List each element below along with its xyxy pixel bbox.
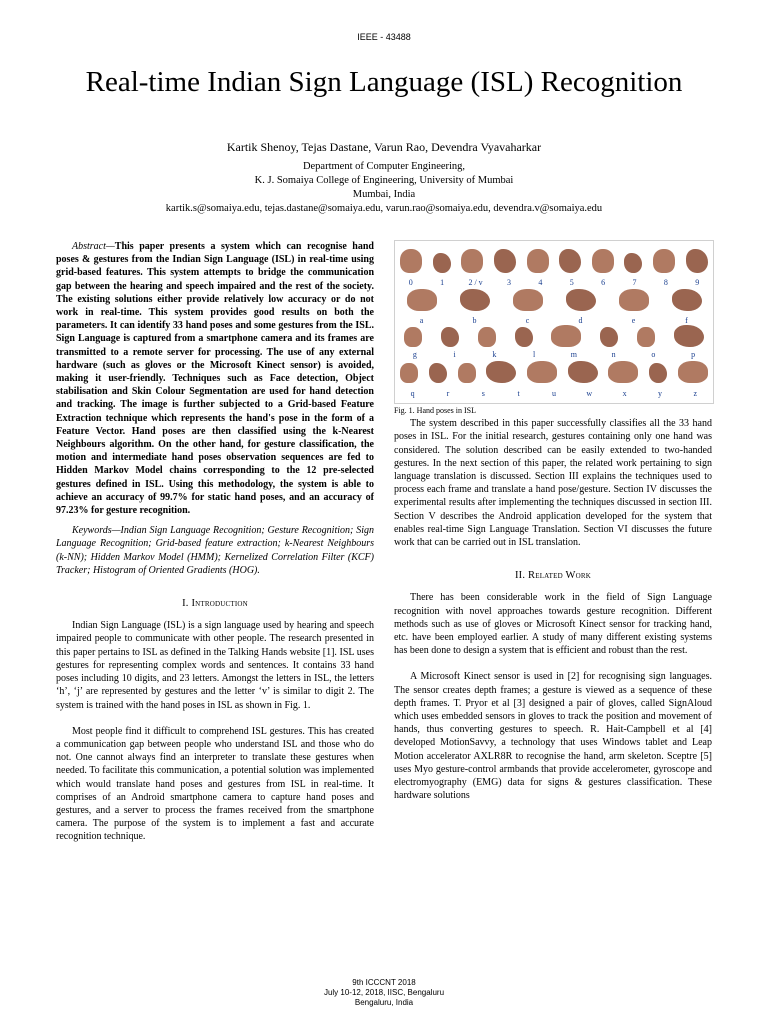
hand-pose-image: [672, 289, 702, 311]
hand-pose-image: [486, 361, 516, 383]
hand-poses-figure: [394, 240, 714, 404]
hand-label: u: [551, 389, 556, 398]
hand-pose-image: [407, 289, 437, 311]
abstract: [56, 240, 374, 517]
hand-pose-image: [619, 289, 649, 311]
related-paragraph-2: A Microsoft Kinect sensor is used in [2] for recognising sign languages. The sensor creates depth frames; a gesture is viewed as a sequence of these depth frames. T. Pryor et al [3] designed a pair of gloves, called SignAloud which uses embedded sensors in gloves to track the position and movement of hands, thus converting gestures to speech. R. Hait-Campbell et al [4] developed MotionSavvy, a technology that uses Windows tablet and Leap Motion accelerator AXLR8R to recognise the hand, arm skeleton. Sceptre [5] uses Myo gesture-control armbands that provide accelerometer, gyroscope and electromyography (EMG) data for signs & gestures classification. These hardware solutions: [394, 671, 712, 802]
hand-pose-image: [400, 249, 422, 273]
hand-pose-image: [674, 325, 704, 347]
hand-labels-letters-q-z: [395, 387, 713, 400]
hand-pose-image: [515, 327, 533, 347]
intro-paragraph-2: Most people find it difficult to comprehend ISL gestures. This has created a communication gap between people who understand ISL and those who do not. One cannot always find an interpreter to translate these gestures when needed. To facilitate this communication, a potential solution was implemented which would translate hand poses and gestures from ISL in real-time. It comprises of an Android smartphone camera to capture hand poses and gestures, and a server to process the frames received from the smartphone camera. The purpose of the system is to implement a fast and accurate recognition technique.: [56, 725, 374, 843]
left-column: [56, 240, 374, 844]
hand-label: s: [481, 389, 485, 398]
hand-pose-image: [566, 289, 596, 311]
hand-row-letters-q-z: [395, 361, 713, 383]
hand-label: k: [492, 350, 497, 359]
hand-label: 3: [507, 278, 512, 287]
footer-location: Bengaluru, India: [354, 998, 414, 1007]
hand-label: e: [631, 316, 636, 325]
hand-label: 2 / v: [468, 278, 483, 287]
hand-label: q: [410, 389, 415, 398]
footer-conference: 9th ICCCNT 2018: [352, 978, 416, 987]
hand-pose-image: [600, 327, 618, 347]
hand-labels-letters-g-p: [395, 348, 713, 361]
hand-pose-image: [551, 325, 581, 347]
hand-label: c: [525, 316, 530, 325]
hand-label: o: [651, 350, 656, 359]
hand-pose-image: [686, 249, 708, 273]
hand-label: 7: [632, 278, 637, 287]
hand-pose-image: [433, 253, 451, 273]
hand-label: b: [472, 316, 477, 325]
hand-pose-image: [649, 363, 667, 383]
hand-label: w: [586, 389, 593, 398]
hand-pose-image: [513, 289, 543, 311]
hand-label: t: [517, 389, 520, 398]
hand-label: 1: [440, 278, 445, 287]
hand-label: f: [685, 316, 688, 325]
hand-pose-image: [559, 249, 581, 273]
related-paragraph-1: There has been considerable work in the field of Sign Language recognition with novel approaches towards gesture recognition. Different methods such as use of gloves or Microsoft Kinect sensor for tracking hand, etc. have been employed earlier. A study of many different existing systems has been done to design a system that is efficient and robust than the rest.: [394, 592, 712, 657]
hand-pose-image: [494, 249, 516, 273]
hand-pose-image: [592, 249, 614, 273]
hand-pose-image: [527, 361, 557, 383]
hand-pose-image: [461, 249, 483, 273]
hand-pose-image: [637, 327, 655, 347]
hand-label: l: [533, 350, 536, 359]
hand-label: z: [693, 389, 698, 398]
hand-label: 0: [408, 278, 413, 287]
hand-pose-image: [608, 361, 638, 383]
hand-row-letters-a-f: [395, 289, 713, 311]
author-list: Kartik Shenoy, Tejas Dastane, Varun Rao, Devendra Vyavaharkar: [226, 140, 542, 154]
section-heading-introduction: I. Introduction: [182, 598, 248, 610]
paper-title: Real-time Indian Sign Language (ISL) Recognition: [85, 66, 683, 98]
hand-pose-image: [429, 363, 447, 383]
hand-pose-image: [527, 249, 549, 273]
affiliation-location: Mumbai, India: [352, 189, 416, 200]
abstract-label: Abstract—: [72, 241, 115, 252]
affiliation-emails: kartik.s@somaiya.edu, tejas.dastane@somaiya.edu, varun.rao@somaiya.edu, devendra.v@somaiya.edu: [165, 203, 603, 214]
keywords: Keywords—Indian Sign Language Recognition; Gesture Recognition; Sign Language Recognition; Grid-based feature extraction; k-Nearest Neighbours (k-NN); Hidden Markov Model (HMM); Kernelized Correlation Filter (KCF) Tracker; Histogram of Oriented Gradients (HOG).: [56, 525, 374, 576]
hand-pose-image: [404, 327, 422, 347]
hand-label: g: [412, 350, 417, 359]
hand-label: 4: [538, 278, 543, 287]
hand-pose-image: [678, 361, 708, 383]
conference-id: IEEE - 43488: [357, 32, 411, 42]
hand-pose-image: [653, 249, 675, 273]
affiliation-department: Department of Computer Engineering,: [302, 161, 466, 172]
hand-labels-digits: [395, 276, 713, 289]
affiliation-block: [0, 160, 768, 216]
hand-pose-image: [568, 361, 598, 383]
affiliation-college: K. J. Somaiya College of Engineering, University of Mumbai: [254, 175, 514, 186]
hand-pose-image: [460, 289, 490, 311]
abstract-text: This paper presents a system which can recognise hand poses & gestures from the Indian Sign Language (ISL) in real-time using grid-based features. This system attempts to bridge the communication gap between the hearing and speech impaired and the rest of the society. The existing solutions either provide relatively low accuracy or do not work in real-time. This system provides good results on both the parameters. It can identify 33 hand poses and some gestures from the ISL. Sign Language is captured from a smartphone camera and its frames are transmitted to a remote server for processing. The use of any external hardware (such as gloves or the Microsoft Kinect sensor) is avoided, making it user-friendly. Techniques such as Face detection, Object stabilisation and Skin Colour Segmentation are used for hand detection and tracking. The image is further subjected to a Grid-based Feature Extraction technique which represents the hand's pose in the form of a Feature Vector. Hand poses are then classified using the k-Nearest Neighbours algorithm. On the other hand, for gesture classification, the motion and intermediate hand poses observation sequences are fed to Hidden Markov Model chains corresponding to the 12 pre-selected gestures defined in ISL. Using this methodology, the system is able to achieve an accuracy of 99.7% for static hand poses, and an accuracy of 97.23% for gesture recognition.: [56, 241, 374, 517]
hand-label: p: [691, 350, 696, 359]
hand-label: 6: [601, 278, 606, 287]
footer-dates: July 10-12, 2018, IISC, Bengaluru: [323, 988, 445, 997]
hand-row-letters-g-p: [395, 325, 713, 347]
hand-label: 5: [569, 278, 574, 287]
hand-label: a: [419, 316, 424, 325]
hand-label: m: [570, 350, 577, 359]
hand-label: x: [622, 389, 627, 398]
hand-row-digits: [395, 249, 713, 273]
hand-pose-image: [400, 363, 418, 383]
hand-pose-image: [458, 363, 476, 383]
hand-label: d: [578, 316, 583, 325]
section-heading-related-work: II. Related Work: [514, 570, 591, 582]
page-footer: [0, 978, 768, 1008]
hand-label: n: [611, 350, 616, 359]
hand-label: y: [657, 389, 662, 398]
hand-label: 8: [663, 278, 668, 287]
hand-pose-image: [441, 327, 459, 347]
right-column: [394, 240, 712, 802]
hand-pose-image: [478, 327, 496, 347]
hand-label: i: [453, 350, 456, 359]
hand-label: r: [446, 389, 450, 398]
hand-pose-image: [624, 253, 642, 273]
intro-paragraph-1: Indian Sign Language (ISL) is a sign language used by hearing and speech impaired people to communicate with other people. The research presented in this paper pertains to ISL as defined in the Talking Hands website [1]. ISL uses gestures for representing complex words and sentences. It contains 33 hand poses including 10 digits, and 23 letters. Amongst the letters in ISL, the letters ‘h’, ‘j’ are represented by gestures and the letter ‘v’ is similar to digit 2. The system is trained with the hand poses in ISL as shown in Fig. 1.: [56, 620, 374, 711]
overview-paragraph: The system described in this paper successfully classifies all the 33 hand poses in ISL. For the initial research, gestures containing only one hand was considered. The solution described can be easily extended to two-handed gestures. In the next section of this paper, the related work pertaining to sign language translation is discussed. Section III explains the techniques used to process each frame and translate a hand pose/gesture. Section IV discusses the experimental results after implementing the techniques discussed in section III. Section V describes the Android application developed for the system that enables real-time Sign Language Translation. Section VI discusses the future work that can be carried out in ISL translation.: [394, 418, 712, 549]
hand-label: 9: [695, 278, 700, 287]
figure-caption: Fig. 1. Hand poses in ISL: [394, 406, 476, 415]
